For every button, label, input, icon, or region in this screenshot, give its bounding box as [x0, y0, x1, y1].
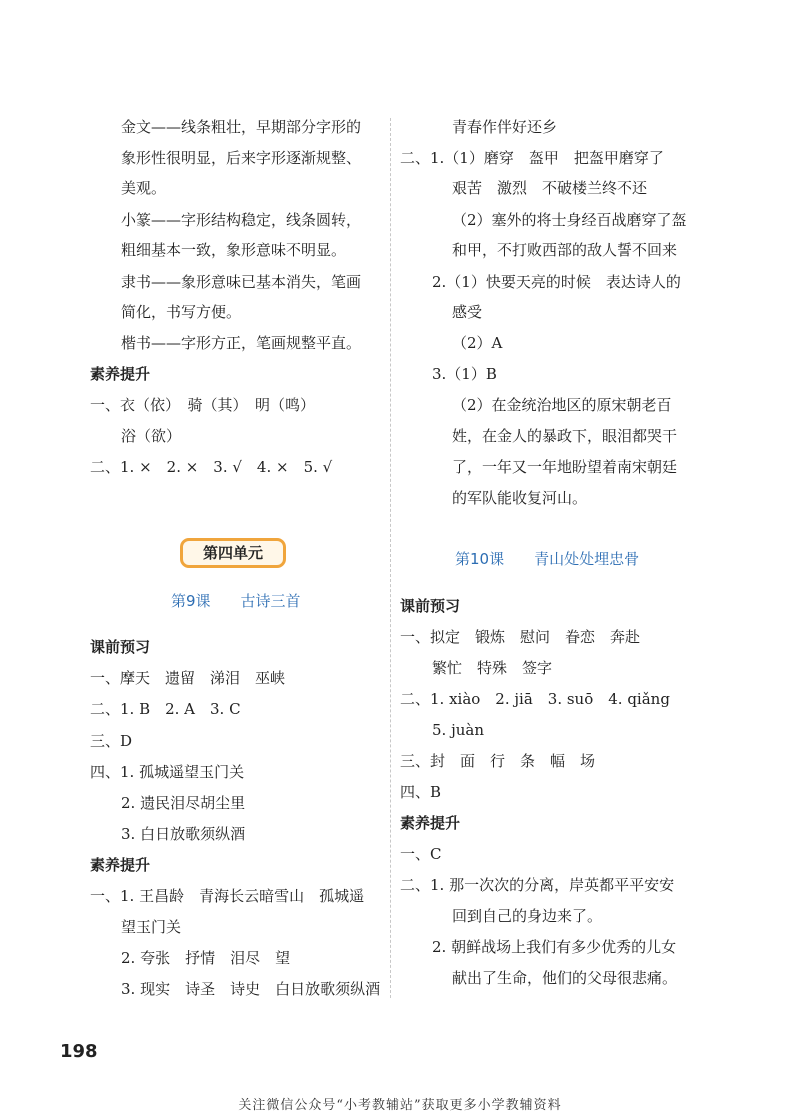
answer-line: 望玉门关	[121, 918, 182, 936]
answer-line: 二、1. 那一次次的分离，岸英都平平安安	[400, 876, 675, 894]
answer-line: 5. juàn	[432, 721, 484, 739]
answer-line: 四、B	[400, 783, 442, 801]
text-line: 小篆——字形结构稳定，线条圆转，	[121, 211, 362, 229]
text-line: 美观。	[121, 179, 167, 197]
answer-line: 2. 夸张 抒情 泪尽 望	[121, 949, 291, 967]
answer-line: 姓，在金人的暴政下，眼泪都哭干	[452, 427, 678, 445]
answer-line: 了，一年又一年地盼望着南宋朝廷	[452, 458, 678, 476]
answer-line: 和甲，不打败西部的敌人誓不回来	[452, 241, 678, 259]
answer-line: 的军队能收复河山。	[452, 489, 588, 507]
answer-line: 2.（1）快要天亮的时候 表达诗人的	[432, 273, 681, 291]
answer-line: （2）塞外的将士身经百战磨穿了盔	[452, 211, 687, 229]
answer-line: 二、1.（1）磨穿 盔甲 把盔甲磨穿了	[400, 149, 664, 167]
answer-line: 献出了生命，他们的父母很悲痛。	[452, 969, 678, 987]
answer-line: 3. 白日放歌须纵酒	[121, 825, 246, 843]
unit-badge	[180, 538, 286, 568]
column-divider	[390, 118, 391, 998]
text-line: 粗细基本一致，象形意味不明显。	[121, 241, 347, 259]
footer-notice: 关注微信公众号“小考教辅站”获取更多小学教辅资料	[238, 1098, 562, 1113]
lesson-title: 第10课 青山处处埋忠骨	[455, 550, 640, 568]
answer-line: 三、封 面 行 条 幅 场	[400, 752, 596, 770]
answer-line: 二、1. xiào 2. jiā 3. suō 4. qiǎng	[400, 690, 670, 708]
answer-line: 三、D	[90, 732, 133, 750]
answer-line: 浴（欲）	[121, 427, 182, 445]
answer-line: 感受	[452, 303, 483, 321]
answer-line: 青春作伴好还乡	[452, 118, 558, 136]
answer-line: 3. 现实 诗圣 诗史 白日放歌须纵酒	[121, 980, 381, 998]
answer-line: 一、1. 王昌龄 青海长云暗雪山 孤城遥	[90, 887, 365, 905]
answer-line: 一、衣（依） 骑（其） 明（鸣）	[90, 396, 316, 414]
answer-line: 二、1. B 2. A 3. C	[90, 700, 241, 718]
section-heading: 课前预习	[400, 597, 461, 615]
answer-line: 繁忙 特殊 签字	[432, 659, 553, 677]
answer-line: 回到自己的身边来了。	[452, 907, 603, 925]
section-heading: 素养提升	[90, 365, 151, 383]
section-heading: 课前预习	[90, 638, 151, 656]
answer-line: 一、拟定 锻炼 慰问 眷恋 奔赴	[400, 628, 641, 646]
text-line: 隶书——象形意味已基本消失，笔画	[121, 273, 362, 291]
answer-line: 一、C	[400, 845, 442, 863]
section-heading: 素养提升	[400, 814, 461, 832]
section-heading: 素养提升	[90, 856, 151, 874]
unit-title: 第四单元	[202, 544, 263, 562]
text-line: 楷书——字形方正，笔画规整平直。	[121, 334, 362, 352]
text-line: 金文——线条粗壮，早期部分字形的	[121, 118, 362, 136]
text-line: 象形性很明显，后来字形逐渐规整、	[121, 149, 362, 167]
answer-line: 2. 遗民泪尽胡尘里	[121, 794, 246, 812]
lesson-title: 第9课 古诗三首	[171, 592, 301, 610]
answer-line: 一、摩天 遗留 涕泪 巫峡	[90, 669, 286, 687]
answer-line: 二、1. × 2. × 3. √ 4. × 5. √	[90, 458, 333, 476]
text-line: 简化，书写方便。	[121, 303, 242, 321]
answer-line: 四、1. 孤城遥望玉门关	[90, 763, 245, 781]
answer-line: （2）A	[452, 334, 503, 352]
page-number: 198	[60, 1041, 98, 1062]
answer-line: （2）在金统治地区的原宋朝老百	[452, 396, 672, 414]
answer-line: 3.（1）B	[432, 365, 497, 383]
answer-line: 艰苦 激烈 不破楼兰终不还	[452, 179, 648, 197]
answer-line: 2. 朝鲜战场上我们有多少优秀的儿女	[432, 938, 677, 956]
